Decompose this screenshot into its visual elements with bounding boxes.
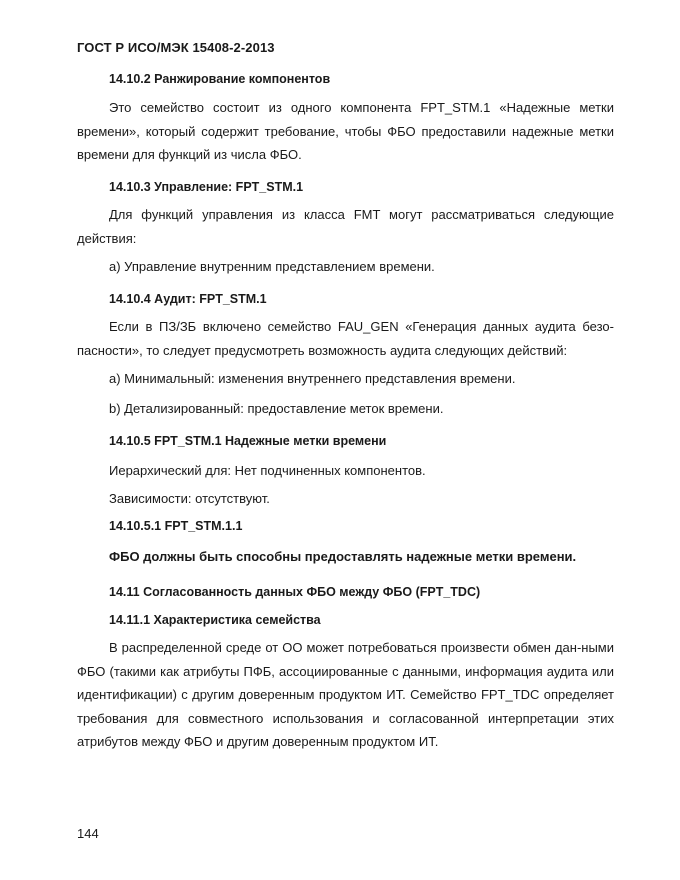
list-item-audit-a: а) Минимальный: изменения внутреннего представления времени. xyxy=(109,371,516,386)
section-heading-14-11: 14.11 Согласованность данных ФБО между ФБО (FPT_TDC) xyxy=(109,585,481,599)
section-heading-14-11-1: 14.11.1 Характеристика семейства xyxy=(109,613,321,627)
requirement-text: ФБО должны быть способны предоставлять надежные метки времени. xyxy=(109,549,577,564)
document-header: ГОСТ Р ИСО/МЭК 15408-2-2013 xyxy=(77,40,275,55)
paragraph-ranking: Это семейство состоит из одного компонента FPT_STM.1 «Надежные метки времени», который содержит требование, чтобы ФБО предоставили надежные метки времени для функций из числа ФБО. xyxy=(77,100,614,162)
page-number: 144 xyxy=(77,826,99,841)
paragraph-family-characteristics: В распределенной среде от ОО может потребоваться произвести обмен дан-ными ФБО (такими как атрибуты ПФБ, ассоциированные с данными, информация аудита или идентификации) с другим доверенным продуктом ИТ. Семейство FPT_TDC определяет требования для совместного использования и согласованной интерпретации этих атрибутов между ФБО и другим доверенным продуктом ИТ. xyxy=(77,640,614,749)
section-heading-14-10-5: 14.10.5 FPT_STM.1 Надежные метки времени xyxy=(109,434,387,448)
section-heading-14-10-4: 14.10.4 Аудит: FPT_STM.1 xyxy=(109,292,267,306)
list-item-audit-b: b) Детализированный: предоставление меток времени. xyxy=(109,401,444,416)
section-heading-14-10-2: 14.10.2 Ранжирование компонентов xyxy=(109,72,331,86)
paragraph-audit: Если в ПЗ/ЗБ включено семейство FAU_GEN «Генерация данных аудита безо-пасности», то следует предусмотреть возможность аудита следующих действий: xyxy=(77,319,614,358)
dependencies-line: Зависимости: отсутствуют. xyxy=(109,491,270,506)
hierarchical-line: Иерархический для: Нет подчиненных компонентов. xyxy=(109,463,426,478)
section-heading-14-10-5-1: 14.10.5.1 FPT_STM.1.1 xyxy=(109,519,243,533)
list-item-management-a: а) Управление внутренним представлением времени. xyxy=(109,259,435,274)
section-heading-14-10-3: 14.10.3 Управление: FPT_STM.1 xyxy=(109,180,304,194)
paragraph-management: Для функций управления из класса FMT могут рассматриваться следующие действия: xyxy=(77,207,614,246)
